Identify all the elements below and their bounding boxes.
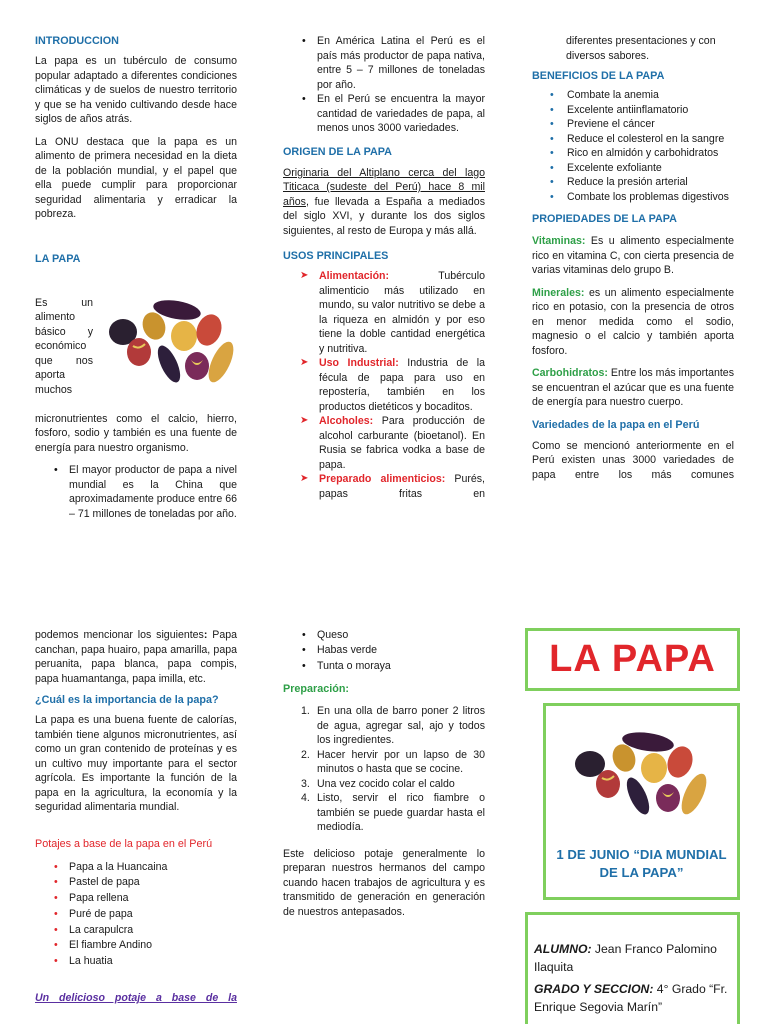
prop-label: Carbohidratos:: [532, 367, 608, 379]
origen-paragraph: [283, 166, 485, 239]
heading-introduccion: INTRODUCCION: [35, 35, 119, 47]
list-item: • Tunta o moraya: [283, 659, 485, 674]
final-paragraph: Este delicioso potaje generalmente lo preparan nuestros hermanos del campo cuando hacen trabajos de agricultura y es transmitido de generación en generación de nuestros antepasados.: [283, 847, 485, 918]
list-item: • El fiambre Andino: [35, 938, 237, 954]
la-papa-word: Es: [35, 296, 48, 309]
step-text: Hacer hervir por un lapso de 30 minutos o hasta que se cocine.: [317, 748, 485, 776]
column-intro: [35, 34, 237, 521]
variedades-colon: :: [203, 629, 208, 641]
list-item: • En América Latina el Perú es el país más productor de papa nativa, entre 5 – 7 millones de toneladas por año.: [283, 34, 485, 92]
la-papa-line: económico: [35, 340, 87, 352]
col1-bullet-list: [35, 463, 237, 521]
grado-line: [534, 981, 737, 1016]
origen-rest: , fue llevada a España a mediados del siglo XVI, y durante los dos siglos siguientes, al resto de Europa y más allá.: [283, 195, 485, 237]
column-origen-usos: [283, 34, 485, 501]
heading-preparacion: Preparación:: [283, 683, 350, 696]
ingredientes-list: [283, 628, 485, 674]
col2-bullet-list: [283, 34, 485, 136]
list-item: • Reduce el colesterol en la sangre: [532, 132, 734, 147]
list-item: • El mayor productor de papa a nivel mundial es la China que aproximadamente produce entre 66 – 71 millones de toneladas por año.: [35, 463, 237, 521]
heading-origen: ORIGEN DE LA PAPA: [283, 145, 392, 158]
prop-text: es un alimento especialmente rico en potasio, con la presencia de otros en menor medida como el sodio, magnesio o el calcio y también aporta fosforo.: [532, 286, 734, 357]
heading-beneficios: BENEFICIOS DE LA PAPA: [532, 70, 665, 82]
prop-label: Vitaminas:: [532, 235, 586, 247]
prop-text: Es u alimento especialmente rico en vitamina C, con cierta presencia de varias vitaminas delo grupo B.: [532, 235, 734, 276]
step-text: En una olla de barro poner 2 litros de agua, agregar sal, ajo y todos los ingredientes.: [317, 705, 485, 747]
potajes-list: [35, 860, 237, 971]
heading-propiedades: PROPIEDADES DE LA PAPA: [532, 213, 677, 225]
uso-label: Uso Industrial:: [319, 357, 399, 369]
list-item: • Papa a la Huancaina: [35, 860, 237, 876]
cover-title: LA PAPA: [549, 638, 716, 681]
uso-text: Tubérculo alimenticio más utilizado en mundo, su valor nutritivo se debe a la riqueza en almidón y por eso tiene la doble cantidad energética y nutritiva.: [319, 270, 485, 355]
uso-text: Para producción de alcohol carburante (bioetanol). En Rusia se fabrica vodka a base de papa.: [319, 415, 485, 471]
variedades-lead: podemos mencionar los siguientes: [35, 629, 204, 641]
step-number: 3.: [301, 777, 310, 790]
cover-title-box: [525, 628, 740, 691]
la-papa-line: muchos: [35, 383, 73, 396]
uso-text: Purés, papas fritas en: [319, 473, 485, 500]
list-item: • La huatia: [35, 954, 237, 970]
heading-importancia: ¿Cuál es la importancia de la papa?: [35, 694, 219, 706]
column-preparacion: [283, 628, 485, 919]
list-item: • La carapulcra: [35, 923, 237, 939]
world-potato-day: 1 DE JUNIO “DIA MUNDIAL DE LA PAPA”: [556, 847, 727, 880]
step-number: 2.: [301, 748, 310, 761]
list-item: • Queso: [283, 628, 485, 643]
la-papa-word: nos: [75, 354, 93, 367]
step-item: [283, 704, 485, 748]
la-papa-word: un: [81, 296, 93, 309]
uso-item: [283, 269, 485, 356]
uso-item: [283, 472, 485, 501]
column-beneficios: [532, 34, 734, 482]
column-variedades-potajes: [35, 628, 237, 1006]
uso-label: Preparado alimenticios:: [319, 473, 446, 485]
la-papa-line: alimento: [35, 311, 76, 323]
step-item: [283, 777, 485, 792]
list-item: • Combate la anemia: [532, 88, 734, 103]
list-item: • Habas verde: [283, 643, 485, 658]
cover-image-box: [543, 703, 740, 900]
intro-paragraph-2: La ONU destaca que la papa es un alimento de primera necesidad en la dieta de la población mundial, y el papel que ella puede cumplir para proporcionar seguridad alimentaria y erradicar la pobreza.: [35, 135, 237, 220]
variedades-rest: Papa canchan, papa huairo, papa amarilla, papa peruanita, papa blanca, papa compis, papa huamantanga, papa imilla, etc.: [35, 629, 237, 685]
la-papa-word: que: [35, 354, 53, 367]
variedades-list-paragraph: [35, 628, 237, 686]
heading-usos: USOS PRINCIPALES: [283, 250, 389, 262]
uso-text: Industria de la fécula de papa para uso en repostería, también en los productos dietéticos y bocaditos.: [319, 357, 485, 413]
step-number: 4.: [301, 792, 310, 805]
potatoes-image: [574, 726, 714, 836]
potatoes-image: [109, 288, 239, 398]
prop-minerales: [532, 286, 734, 359]
intro-paragraph-1: La papa es un tubérculo de consumo popular adaptado a diferentes condiciones climáticas y de suelos de nuestro territorio y que se ha venido cultivando desde hace siglos de años atrás.: [35, 55, 237, 125]
step-item: [283, 791, 485, 835]
heading-variedades: Variedades de la papa en el Perú: [532, 418, 700, 431]
uso-label: Alcoholes:: [319, 415, 374, 427]
uso-item: [283, 414, 485, 472]
step-number: 1.: [301, 705, 310, 718]
la-papa-wrap: [35, 296, 237, 412]
list-item: • Reduce la presión arterial: [532, 175, 734, 190]
heading-la-papa: LA PAPA: [35, 252, 81, 265]
footer-line: Un delicioso potaje a base de la: [35, 992, 237, 1005]
alumno-value: Jean Franco Palomino Ilaquita: [534, 942, 717, 974]
variedades-paragraph: Como se mencionó anteriormente en el Perú existen unas 3000 variedades de papa entre los más comunes: [532, 439, 734, 481]
la-papa-line: [35, 325, 93, 340]
step-text: Listo, servir el rico fiambre o también se puede guardar hasta el mediodía.: [317, 792, 485, 834]
list-item: • Excelente antiinflamatorio: [532, 103, 734, 118]
uso-item: [283, 356, 485, 414]
la-papa-line: aporta: [35, 369, 66, 381]
heading-potajes: Potajes a base de la papa en el Perú: [35, 837, 213, 850]
alumno-label: ALUMNO:: [534, 942, 592, 956]
prop-text: Entre los más importantes se encuentran el azúcar que es una fuente de energía para nuestro cuerpo.: [532, 367, 734, 408]
list-item: • Pastel de papa: [35, 875, 237, 891]
grado-value: 4° Grado “Fr. Enrique Segovia Marín”: [534, 982, 728, 1014]
list-item: • En el Perú se encuentra la mayor cantidad de variedades de papa, al menos unos 3000 variedades.: [283, 92, 485, 136]
step-text: Una vez cocido colar el caldo: [317, 777, 455, 790]
prop-vitaminas: [532, 234, 734, 278]
preparacion-steps: [283, 704, 485, 835]
uso-label: Alimentación:: [319, 270, 390, 282]
la-papa-word: y: [87, 325, 93, 338]
prop-carbohidratos: [532, 366, 734, 410]
list-item: • Previene el cáncer: [532, 117, 734, 132]
prop-label: Minerales:: [532, 286, 585, 299]
usos-list: [283, 269, 485, 501]
grado-label: GRADO Y SECCION:: [534, 982, 654, 996]
list-item: • Rico en almidón y carbohidratos: [532, 146, 734, 161]
la-papa-word: básico: [35, 325, 66, 338]
beneficios-list: [532, 88, 734, 204]
usos-continuation: diferentes presentaciones y con diversos sabores.: [566, 35, 716, 62]
list-item: • Combate los problemas digestivos: [532, 190, 734, 205]
list-item: • Excelente exfoliante: [532, 161, 734, 176]
origen-underlined: Originaria del Altiplano cerca del lago Titicaca (sudeste del Perú) hace 8 mil años: [283, 166, 485, 208]
student-box: [525, 912, 740, 1024]
la-papa-line: [35, 296, 93, 311]
la-papa-lines: [35, 296, 93, 398]
alumno-line: [534, 941, 737, 976]
la-papa-line: [35, 354, 93, 369]
la-papa-continuation: micronutrientes como el calcio, hierro, fosforo, sodio y también es una fuente de energía para nuestro organismo.: [35, 412, 237, 454]
list-item: • Puré de papa: [35, 907, 237, 923]
list-item: • Papa rellena: [35, 891, 237, 907]
step-item: [283, 748, 485, 777]
importancia-paragraph: La papa es una buena fuente de calorías, también tiene algunos micronutrientes, así como un gran contenido de proteínas y es un cultivo muy importante para el sector agrícola. Es importante la función de la papa en la agricultura, la economía y la seguridad alimentaria mundial.: [35, 714, 237, 813]
